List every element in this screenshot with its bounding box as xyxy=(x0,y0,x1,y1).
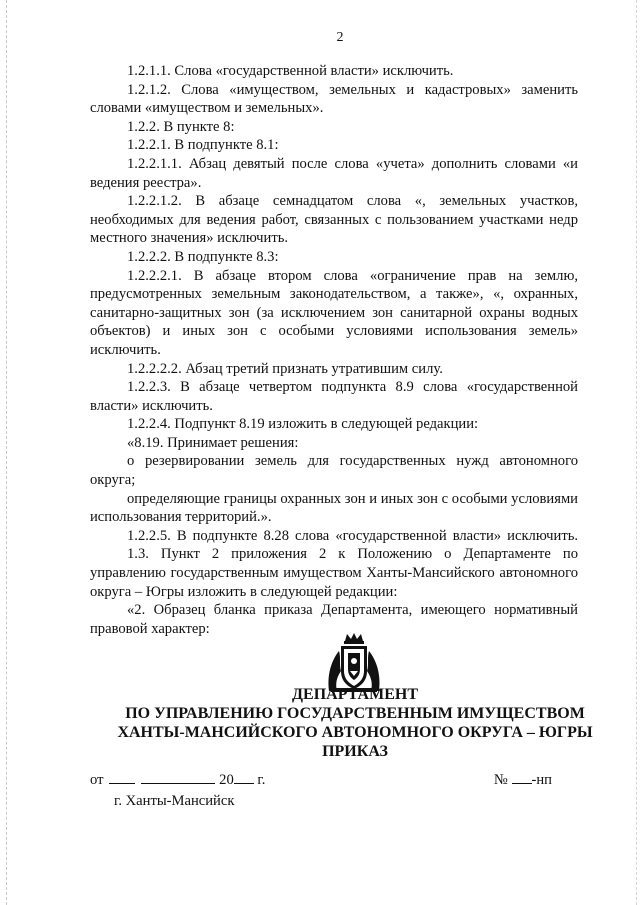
paragraph: 1.2.1.2. Слова «имуществом, земельных и кадастровых» заменить словами «имуществом и земельных». xyxy=(90,81,578,117)
department-title: ДЕПАРТАМЕНТ xyxy=(292,686,418,703)
margin-rule-left xyxy=(6,0,7,905)
from-label: от xyxy=(90,772,104,788)
number-label: № xyxy=(493,772,508,788)
document-body xyxy=(90,62,578,638)
paragraph: 1.3. Пункт 2 приложения 2 к Положению о Департаменте по управлению государственным имуществом Ханты-Мансийского автономного округа – Югры изложить в следующей редакции: xyxy=(90,546,578,600)
paragraph: «8.19. Принимает решения: xyxy=(127,434,299,451)
date-line xyxy=(90,771,265,789)
number-blank xyxy=(512,771,532,784)
year-prefix: 20 xyxy=(219,772,234,788)
paragraph: 1.2.2.1.1. Абзац девятый после слова «учета» дополнить словами «и ведения реестра». xyxy=(90,155,578,191)
paragraph: 1.2.2.2. В подпункте 8.3: xyxy=(127,248,279,265)
year-blank xyxy=(234,771,254,784)
paragraph: определяющие границы охранных зон и иных зон с особыми условиями использования территорий.». xyxy=(90,490,578,526)
number-suffix: -нп xyxy=(531,772,552,788)
paragraph: 1.2.2.2.1. В абзаце втором слова «ограничение прав на землю, предусмотренных земельным законодательством, а также», «, охранных, санитарно-защитных зон (за исключением зон санитарной охраны водных объектов) и иных зон с особыми условиями использования земель» исключить. xyxy=(90,267,578,358)
month-blank xyxy=(141,771,215,784)
margin-rule-right xyxy=(636,0,637,905)
paragraph: 1.2.2.3. В абзаце четвертом подпункта 8.9 слова «государственной власти» исключить. xyxy=(90,379,578,414)
department-region: ХАНТЫ-МАНСИЙСКОГО АВТОНОМНОГО ОКРУГА – ЮГРЫ xyxy=(117,724,593,741)
year-suffix: г. xyxy=(257,772,266,788)
paragraph: «2. Образец бланка приказа Департамента, имеющего нормативный правовой характер: xyxy=(90,602,578,637)
paragraph: 1.2.1.1. Слова «государственной власти» исключить. xyxy=(127,63,454,79)
number-line xyxy=(494,771,552,789)
day-blank xyxy=(109,771,135,784)
coat-of-arms-emblem xyxy=(325,631,383,693)
paragraph: о резервировании земель для государственных нужд автономного округа; xyxy=(90,453,578,489)
department-subtitle: ПО УПРАВЛЕНИЮ ГОСУДАРСТВЕННЫМ ИМУЩЕСТВОМ xyxy=(125,705,585,722)
city-label: г. Ханты-Мансийск xyxy=(114,793,235,809)
paragraph: 1.2.2.4. Подпункт 8.19 изложить в следующей редакции: xyxy=(127,416,479,433)
paragraph: 1.2.2.2.2. Абзац третий признать утратившим силу. xyxy=(127,360,443,377)
order-title: ПРИКАЗ xyxy=(322,743,388,760)
page-number: 2 xyxy=(336,30,344,45)
paragraph: 1.2.2. В пункте 8: xyxy=(127,118,235,135)
paragraph: 1.2.2.1. В подпункте 8.1: xyxy=(127,137,279,154)
paragraph: 1.2.2.5. В подпункте 8.28 слова «государственной власти» исключить. xyxy=(127,527,578,544)
paragraph: 1.2.2.1.2. В абзаце семнадцатом слова «, земельных участков, необходимых для ведения работ, связанных с пользованием участками недр местного значения» исключить. xyxy=(90,193,578,247)
